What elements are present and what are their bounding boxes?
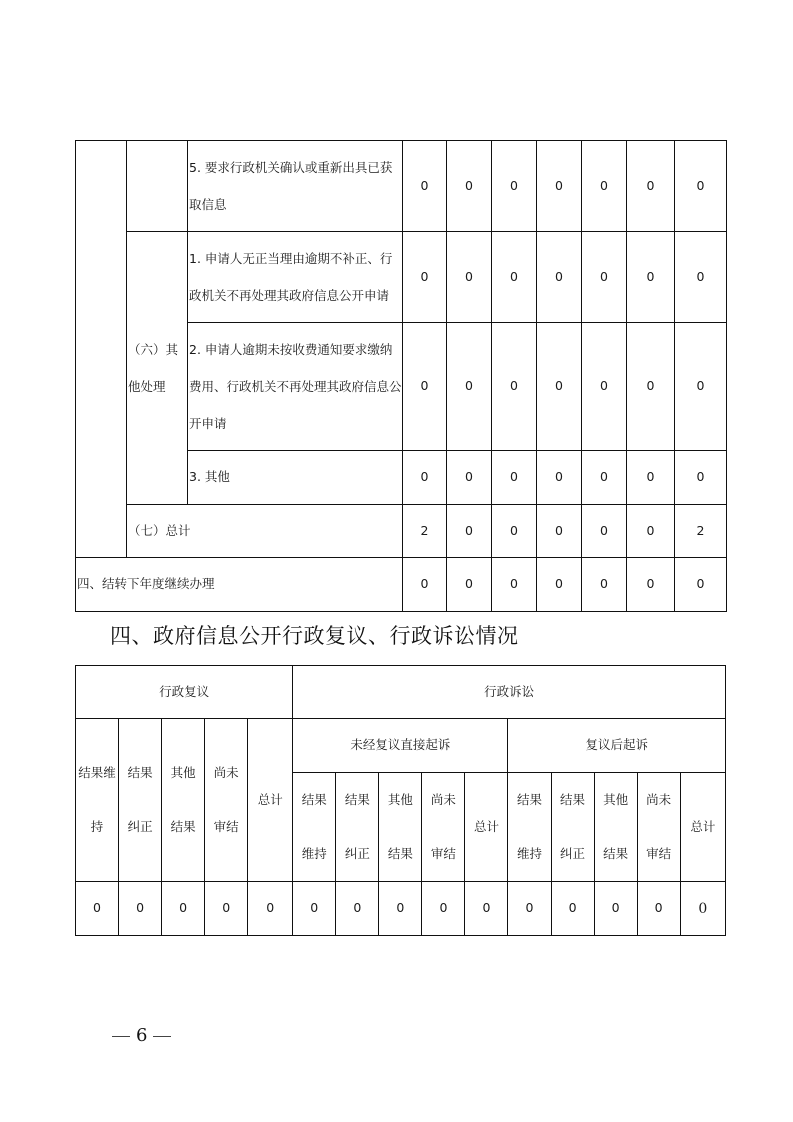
after-review-suit-header: 复议后起诉 [508,719,726,773]
review-col-header: 结果纠正 [119,719,162,882]
value-cell: 0 [447,451,492,505]
suit-col-header: 总计 [680,773,725,882]
value-cell: 0 [537,323,582,451]
value-cell: 0 [594,882,637,936]
value-cell: 0 [627,232,675,323]
suit-col-header: 结果纠正 [336,773,379,882]
value-cell: 0 [403,451,447,505]
value-cell: 0 [447,232,492,323]
row-label: 2. 申请人逾期未按收费通知要求缴纳费用、行政机关不再处理其政府信息公开申请 [188,323,403,451]
value-cell: 0 [492,505,537,558]
value-cell: 0 [403,558,447,612]
value-cell: 0 [492,141,537,232]
review-col-header: 其他结果 [162,719,205,882]
value-cell: 0 [447,323,492,451]
row-label: 3. 其他 [188,451,403,505]
value-cell: 0 [582,232,627,323]
value-cell: 0 [403,323,447,451]
data-row [76,882,726,936]
header-row [76,666,726,719]
value-cell: 0 [447,505,492,558]
value-cell: 0 [492,232,537,323]
value-cell: 0 [492,451,537,505]
total-label: （七）总计 [127,505,403,558]
value-cell: 0 [537,451,582,505]
section-title: 四、政府信息公开行政复议、行政诉讼情况 [110,624,519,648]
dash-decoration [112,1036,130,1037]
value-cell: 0 [675,451,727,505]
review-col-header: 总计 [248,719,293,882]
suit-col-header: 其他结果 [594,773,637,882]
total-row [76,505,727,558]
value-cell: 0 [162,882,205,936]
value-cell: 0 [447,141,492,232]
value-cell: 0 [379,882,422,936]
suit-col-header: 其他结果 [379,773,422,882]
value-cell: 0 [76,882,119,936]
value-cell: 0 [492,558,537,612]
suit-col-header: 尚未审结 [422,773,465,882]
value-cell: 0 [508,882,551,936]
value-cell: 0 [403,141,447,232]
value-cell: 0 [582,505,627,558]
value-cell: 0 [627,451,675,505]
value-cell: 0 [537,141,582,232]
carryover-label: 四、结转下年度继续办理 [76,558,403,612]
value-cell: 0 [675,323,727,451]
value-cell: 0 [582,451,627,505]
value-cell: 0 [248,882,293,936]
table-row [76,232,727,323]
admin-review-header: 行政复议 [76,666,293,719]
value-cell: 0 [422,882,465,936]
value-cell: 0 [680,882,725,936]
value-cell: 0 [582,558,627,612]
value-cell: 0 [551,882,594,936]
review-col-header: 结果维持 [76,719,119,882]
value-cell: 0 [627,141,675,232]
direct-suit-header: 未经复议直接起诉 [293,719,508,773]
page-number [106,1025,177,1046]
value-cell: 0 [582,323,627,451]
blank-cell [127,141,188,232]
value-cell: 0 [465,882,508,936]
row-label: 5. 要求行政机关确认或重新出具已获取信息 [188,141,403,232]
value-cell: 0 [537,505,582,558]
value-cell: 0 [205,882,248,936]
suit-col-header: 结果维持 [508,773,551,882]
value-cell: 2 [675,505,727,558]
page-number-value: 6 [136,1025,148,1046]
value-cell: 0 [627,558,675,612]
value-cell: 0 [119,882,162,936]
value-cell: 0 [403,232,447,323]
value-cell: 0 [627,323,675,451]
value-cell: 0 [537,232,582,323]
value-cell: 0 [675,558,727,612]
value-cell: 0 [627,505,675,558]
outer-blank-cell [76,141,127,558]
dash-decoration [153,1036,171,1037]
subheader-row [76,719,726,773]
value-cell: 0 [336,882,379,936]
suit-col-header: 总计 [465,773,508,882]
application-handling-table [75,140,727,612]
suit-col-header: 结果纠正 [551,773,594,882]
value-cell: 2 [403,505,447,558]
value-cell: 0 [293,882,336,936]
value-cell: 0 [637,882,680,936]
suit-col-header: 结果维持 [293,773,336,882]
value-cell: 0 [492,323,537,451]
review-litigation-table [75,665,726,936]
value-cell: 0 [447,558,492,612]
admin-litigation-header: 行政诉讼 [293,666,726,719]
group-label: （六）其他处理 [127,232,188,505]
table-row [76,141,727,232]
row-label: 1. 申请人无正当理由逾期不补正、行政机关不再处理其政府信息公开申请 [188,232,403,323]
review-col-header: 尚未审结 [205,719,248,882]
value-cell: 0 [675,141,727,232]
carryover-row [76,558,727,612]
value-cell: 0 [675,232,727,323]
value-cell: 0 [537,558,582,612]
suit-col-header: 尚未审结 [637,773,680,882]
value-cell: 0 [582,141,627,232]
